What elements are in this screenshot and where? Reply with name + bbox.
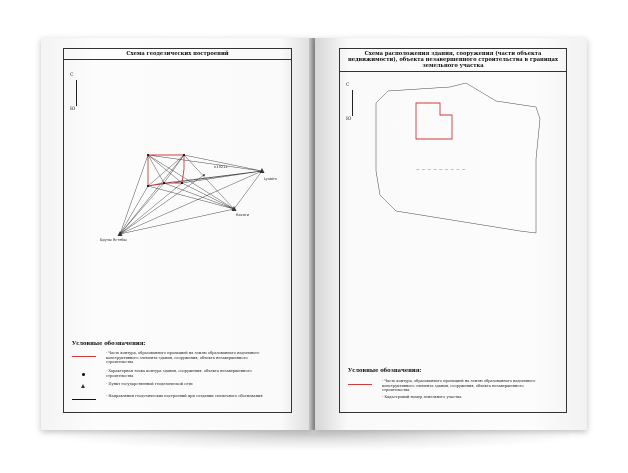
legend-text: - Часть контура, образованного проекцией на землю образованного надземного конструктивного элемента здания, сооружения, объекта незавершенного строительства — [382, 379, 536, 393]
point-label-kosyagi: Косяги — [236, 213, 250, 217]
north-arrow — [70, 73, 84, 113]
south-label: Ю — [346, 117, 352, 122]
legend-text: - Направления геодезических построений при создании съемочного обоснования — [106, 394, 263, 398]
left-frame — [63, 48, 292, 413]
legend-text: - Характерная точка контура здания, сооружения, объекта незавершенного строительства — [106, 369, 252, 378]
left-legend-title: Условные обозначения: — [72, 341, 146, 347]
geodetic-diagram — [64, 139, 291, 269]
parcel-number: — — — — — — — — — — [416, 167, 466, 171]
legend-text: - Часть контура, образованного проекцией на землю образованного надземного конструктивного элемента здания, сооружения, объекта незавершенного строительства — [106, 351, 260, 365]
legend-text: - Кадастровый номер земельного участка — [382, 395, 462, 399]
right-page-title: Схема расположения здания, сооружения (части объекта недвижимости), объекта незавершенного строительства в границах земельного участка — [340, 49, 566, 72]
parcel-boundary — [376, 83, 540, 233]
red-line-symbol — [348, 381, 372, 389]
point-label-station: n15212 — [214, 165, 228, 169]
building-contour — [416, 103, 452, 139]
right-legend-item-cadastral — [348, 395, 538, 411]
right-legend-title: Условные обозначения: — [348, 368, 422, 374]
north-arrow-line — [76, 80, 77, 106]
parcel-diagram — [340, 79, 566, 249]
triangle-symbol — [72, 384, 96, 392]
point-label-lyubim: Lyubim — [264, 177, 277, 181]
survey-directions — [120, 155, 262, 234]
red-line-symbol — [72, 353, 96, 361]
left-legend-item-directions — [72, 394, 262, 410]
left-legend-item-contour — [72, 351, 262, 367]
right-frame — [339, 48, 567, 413]
north-label: С — [70, 73, 74, 78]
south-label: Ю — [70, 107, 76, 112]
north-label: С — [346, 83, 350, 88]
legend-text: - Пункт государственной геодезической сети — [106, 382, 193, 386]
black-line-symbol — [72, 396, 96, 404]
right-page — [315, 38, 587, 430]
left-page — [41, 38, 313, 430]
point-label-bryuzg: Брузы Ястебы — [100, 238, 127, 242]
dot-symbol — [72, 371, 96, 379]
blank-symbol — [348, 397, 372, 405]
left-page-title: Схема геодезических построений — [64, 49, 291, 60]
right-legend-item-contour — [348, 379, 538, 395]
